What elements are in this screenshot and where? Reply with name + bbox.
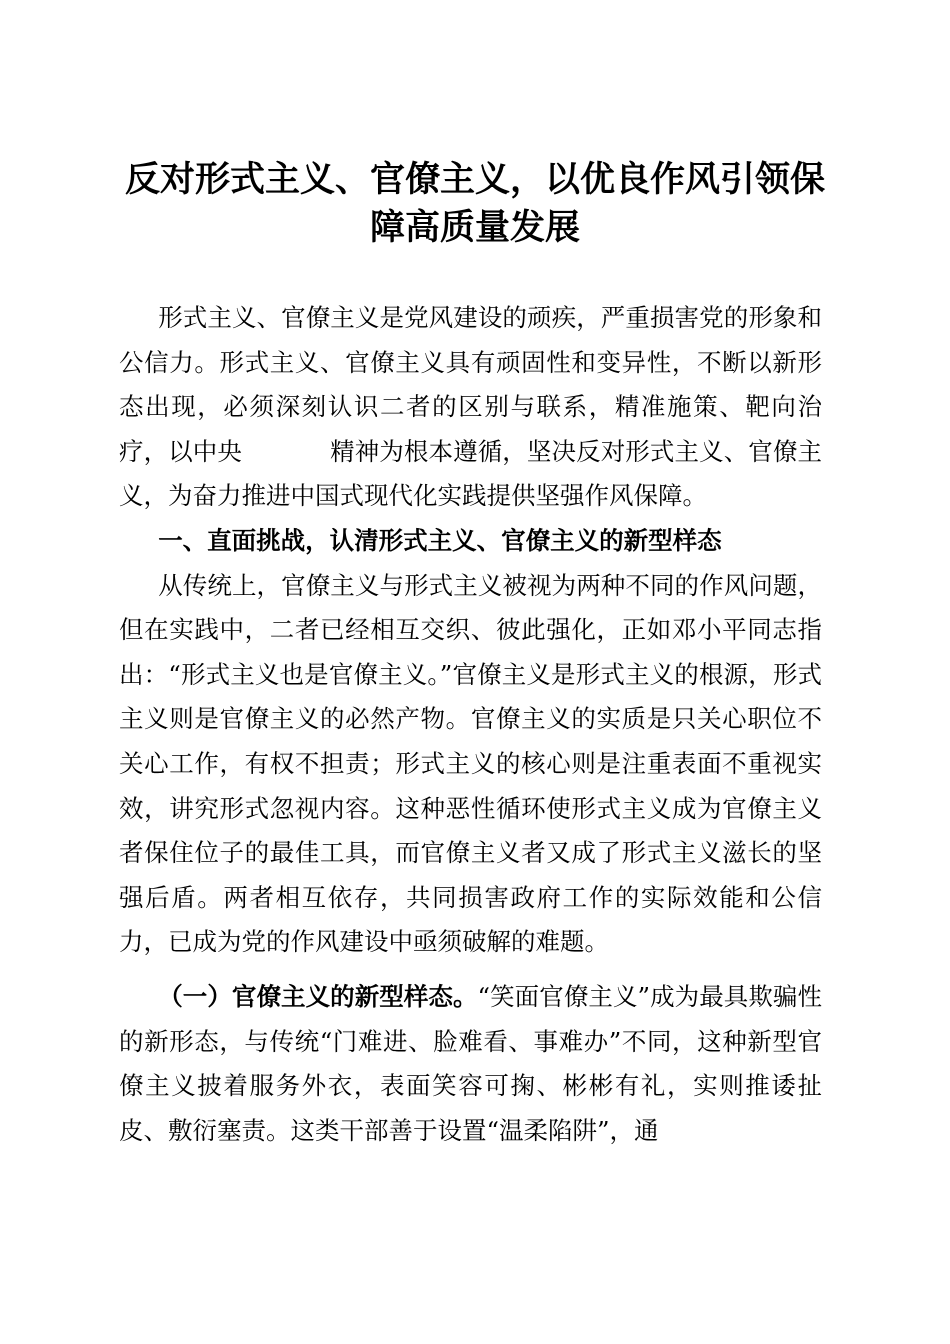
title-line-2: 障高质量发展 xyxy=(369,207,580,248)
intro-text-part-2: 精神为根本遵循，坚决反对形式主义、官僚主义，为奋力推进中国式现代化实践提供坚强作风保障。 xyxy=(119,436,822,511)
section-1-heading: 一、直面挑战，认清形式主义、官僚主义的新型样态 xyxy=(158,525,722,555)
intro-text-part-1: 形式主义、官僚主义是党风建设的顽疾，严重损害党的形象和公信力。形式主义、官僚主义具有顽固性和变异性，不断以新形态出现，必须深刻认识二者的区别与联系，精准施策、靶向治疗，以中央 xyxy=(119,303,822,466)
title-line-1: 反对形式主义、官僚主义，以优良作风引领保 xyxy=(124,159,825,200)
subsection-1-lead: （一）官僚主义的新型样态。 xyxy=(158,981,478,1011)
subsection-1-text: “笑面官僚主义”成为最具欺骗性的新形态，与传统“门难进、脸难看、事难办”不同，这种新型官僚主义披着服务外衣，表面笑容可掬、彬彬有礼，实则推诿扯皮、敷衍塞责。这类干部善于设置“温柔陷阱”，通 xyxy=(119,981,822,1145)
document-body xyxy=(119,296,822,1153)
document-title xyxy=(110,156,840,252)
subsection-1-paragraph xyxy=(119,975,822,1153)
intro-paragraph xyxy=(119,296,822,519)
paragraph-spacer xyxy=(119,965,822,975)
section-1-paragraph: 从传统上，官僚主义与形式主义被视为两种不同的作风问题，但在实践中，二者已经相互交织、彼此强化，正如邓小平同志指出：“形式主义也是官僚主义。”官僚主义是形式主义的根源，形式主义则是官僚主义的必然产物。官僚主义的实质是只关心职位不关心工作，有权不担责；形式主义的核心则是注重表面不重视实效，讲究形式忽视内容。这种恶性循环使形式主义成为官僚主义者保住位子的最佳工具，而官僚主义者又成了形式主义滋长的坚强后盾。两者相互依存，共同损害政府工作的实际效能和公信力，已成为党的作风建设中亟须破解的难题。 xyxy=(119,570,822,957)
